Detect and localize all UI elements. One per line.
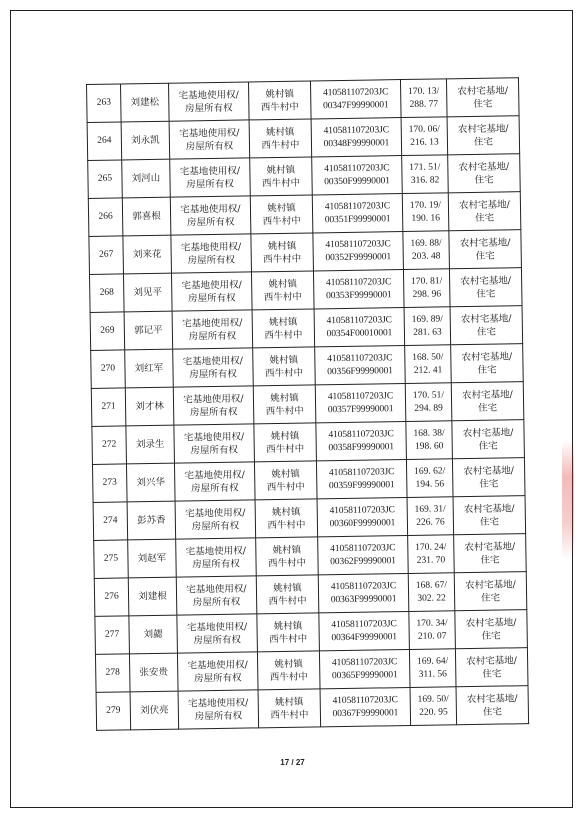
- right-type-cell-line: 房屋所有权: [193, 672, 242, 684]
- land-use-cell-line: 农村宅基地/: [457, 84, 509, 97]
- area-cell: [402, 193, 449, 232]
- right-type-cell-line: 宅基地使用权/: [184, 469, 245, 481]
- owner-name-cell: 刘赵军: [128, 539, 177, 578]
- unit-code-cell: [318, 573, 409, 612]
- location-cell-line: 姚村镇: [265, 88, 295, 100]
- area-cell-line: 170. 19/: [409, 199, 442, 211]
- land-use-cell: [451, 344, 524, 383]
- land-use-cell-line: 住宅: [479, 516, 500, 528]
- area-cell-line: 169. 31/: [414, 503, 446, 515]
- location-cell: [248, 81, 311, 120]
- right-type-cell-line: 房屋所有权: [188, 330, 237, 342]
- location-cell: [250, 195, 313, 234]
- area-cell-line: 194. 56: [415, 478, 445, 490]
- location-cell-line: 姚村镇: [267, 202, 296, 214]
- area-cell-line: 170. 13/: [407, 85, 440, 97]
- area-cell-line: 168. 67/: [415, 579, 448, 591]
- area-cell: [400, 79, 447, 118]
- row-number-cell: 267: [89, 236, 124, 275]
- owner-name-cell: 刘见平: [123, 273, 172, 312]
- owner-name-cell: 彭苏香: [127, 501, 176, 540]
- unit-code-cell-line: 00359F99990001: [328, 479, 395, 491]
- location-cell-line: 姚村镇: [272, 544, 302, 556]
- page-number: 17 / 27: [280, 758, 305, 767]
- unit-code-cell: [310, 80, 401, 119]
- row-number-cell: 278: [95, 654, 130, 693]
- land-use-cell-line: 农村宅基地/: [462, 426, 514, 439]
- right-type-cell: [174, 424, 255, 463]
- location-cell: [251, 233, 314, 272]
- location-cell: [251, 271, 314, 310]
- unit-code-cell-line: 410581107203JC: [325, 276, 392, 288]
- unit-code-cell-line: 410581107203JC: [331, 656, 398, 668]
- location-cell-line: 姚村镇: [266, 164, 296, 176]
- area-cell-line: 168. 50/: [412, 351, 444, 363]
- right-type-cell-line: 宅基地使用权/: [180, 203, 241, 216]
- land-use-cell-line: 住宅: [478, 402, 498, 414]
- land-use-cell-line: 农村宅基地/: [461, 388, 513, 401]
- unit-code-cell: [314, 308, 405, 347]
- area-cell: [404, 307, 451, 346]
- land-use-cell-line: 农村宅基地/: [465, 616, 517, 629]
- right-type-cell-line: 宅基地使用权/: [188, 697, 249, 709]
- land-use-cell-line: 农村宅基地/: [466, 654, 518, 667]
- location-cell-line: 西牛村中: [270, 709, 309, 721]
- location-cell-line: 西牛村中: [263, 253, 302, 265]
- area-cell-line: 316. 82: [410, 174, 440, 186]
- land-use-cell-line: 农村宅基地/: [463, 464, 515, 477]
- location-cell-line: 西牛村中: [264, 329, 303, 341]
- area-cell-line: 168. 38/: [413, 427, 445, 439]
- location-cell-line: 姚村镇: [271, 506, 301, 518]
- owner-name-cell: 刘勰: [129, 615, 178, 654]
- land-use-cell: [451, 382, 524, 421]
- unit-code-cell-line: 410581107203JC: [324, 200, 391, 212]
- right-type-cell-line: 宅基地使用权/: [186, 583, 247, 595]
- right-type-cell-line: 宅基地使用权/: [183, 431, 245, 444]
- unit-code-cell-line: 00367F99990001: [332, 707, 399, 719]
- location-cell-line: 姚村镇: [274, 696, 304, 708]
- area-cell-line: 170. 81/: [410, 275, 443, 287]
- right-type-cell-line: 房屋所有权: [187, 254, 236, 266]
- unit-code-cell-line: 410581107203JC: [327, 390, 394, 402]
- row-number-cell: 268: [89, 274, 124, 313]
- owner-name-cell: 刘永凯: [121, 121, 170, 160]
- location-cell: [258, 689, 321, 728]
- unit-code-cell-line: 410581107203JC: [332, 694, 398, 706]
- land-use-cell: [449, 268, 522, 307]
- land-use-cell-line: 农村宅基地/: [460, 274, 512, 287]
- land-use-cell: [452, 420, 525, 459]
- area-cell-line: 198. 60: [414, 440, 444, 452]
- right-type-cell-line: 宅基地使用权/: [179, 165, 241, 178]
- unit-code-cell-line: 00357F99990001: [327, 403, 394, 415]
- unit-code-cell: [315, 346, 406, 385]
- land-use-cell-line: 住宅: [476, 326, 497, 338]
- right-type-cell: [170, 158, 251, 197]
- land-use-cell-line: 住宅: [476, 288, 496, 300]
- land-use-cell-line: 农村宅基地/: [466, 692, 518, 705]
- unit-code-cell: [312, 156, 403, 195]
- unit-code-cell-line: 410581107203JC: [328, 466, 395, 478]
- location-cell: [250, 157, 313, 196]
- location-cell: [254, 423, 317, 462]
- land-use-cell-line: 农村宅基地/: [464, 578, 516, 591]
- row-number-cell: 273: [92, 464, 127, 503]
- area-cell-line: 311. 56: [418, 668, 447, 680]
- location-cell-line: 西牛村中: [260, 101, 299, 113]
- location-cell-line: 西牛村中: [266, 443, 305, 455]
- area-cell: [405, 383, 452, 422]
- land-use-cell-line: 住宅: [480, 554, 500, 566]
- land-use-cell: [456, 686, 529, 725]
- area-cell: [409, 611, 456, 650]
- right-type-cell: [175, 500, 256, 539]
- location-cell-line: 姚村镇: [269, 354, 299, 366]
- right-type-cell: [178, 690, 259, 729]
- unit-code-cell-line: 00351F99990001: [324, 213, 391, 225]
- right-type-cell: [177, 614, 258, 653]
- land-use-cell-line: 农村宅基地/: [459, 198, 510, 211]
- unit-code-cell: [316, 460, 407, 499]
- land-use-cell-line: 住宅: [477, 364, 497, 376]
- unit-code-cell: [312, 194, 403, 233]
- row-number-cell: 271: [91, 388, 126, 427]
- right-type-cell-line: 房屋所有权: [185, 102, 233, 114]
- right-type-cell: [176, 576, 257, 615]
- owner-name-cell: 刘伏亮: [130, 691, 179, 730]
- location-cell-line: 西牛村中: [268, 595, 307, 607]
- location-cell-line: 西牛村中: [267, 519, 306, 531]
- row-number-cell: 266: [88, 198, 123, 237]
- area-cell-line: 169. 88/: [410, 237, 442, 249]
- unit-code-cell-line: 410581107203JC: [322, 86, 389, 98]
- area-cell-line: 216. 13: [410, 136, 439, 148]
- right-type-cell: [176, 538, 257, 577]
- right-type-cell: [170, 196, 251, 235]
- location-cell: [257, 613, 320, 652]
- row-number-cell: 263: [87, 84, 122, 123]
- right-type-cell-line: 房屋所有权: [194, 710, 243, 722]
- location-cell-line: 姚村镇: [271, 468, 300, 480]
- unit-code-cell-line: 00350F99990001: [324, 175, 390, 187]
- land-use-cell-line: 住宅: [475, 250, 495, 262]
- right-type-cell-line: 房屋所有权: [193, 634, 242, 646]
- land-use-cell-line: 住宅: [479, 478, 499, 490]
- area-cell-line: 226. 76: [416, 516, 445, 528]
- right-type-cell-line: 宅基地使用权/: [185, 545, 247, 557]
- location-cell: [254, 461, 317, 500]
- owner-name-cell: 刘河山: [122, 159, 171, 198]
- right-type-cell: [169, 120, 250, 159]
- area-cell: [408, 535, 455, 574]
- unit-code-cell-line: 00353F99990001: [325, 289, 392, 301]
- right-type-cell-line: 宅基地使用权/: [178, 89, 239, 102]
- area-cell-line: 302. 22: [417, 592, 446, 604]
- unit-code-cell-line: 00354F00010001: [326, 327, 393, 339]
- owner-name-cell: 刘录生: [126, 425, 175, 464]
- location-cell-line: 姚村镇: [267, 240, 297, 252]
- unit-code-cell: [316, 422, 407, 461]
- owner-name-cell: 刘建根: [128, 577, 177, 616]
- row-number-cell: 277: [95, 616, 130, 655]
- right-type-cell: [174, 462, 255, 501]
- area-cell-line: 169. 64/: [416, 655, 449, 667]
- area-cell-line: 288. 77: [409, 98, 439, 110]
- red-seal-stamp: [562, 440, 574, 560]
- area-cell: [406, 421, 453, 460]
- land-use-cell-line: 住宅: [473, 98, 493, 110]
- area-cell: [405, 345, 452, 384]
- location-cell: [256, 537, 319, 576]
- right-type-cell-line: 宅基地使用权/: [187, 659, 248, 671]
- owner-name-cell: 郭记平: [124, 311, 173, 350]
- land-use-cell: [452, 458, 525, 497]
- area-cell: [402, 155, 449, 194]
- right-type-cell-line: 房屋所有权: [189, 368, 237, 380]
- land-use-cell-line: 住宅: [481, 592, 501, 604]
- location-cell-line: 西牛村中: [266, 481, 305, 493]
- location-cell-line: 西牛村中: [269, 671, 308, 683]
- location-cell-line: 西牛村中: [269, 633, 308, 645]
- right-type-cell-line: 宅基地使用权/: [185, 507, 246, 519]
- unit-code-cell-line: 00356F99990001: [327, 365, 393, 377]
- owner-name-cell: 刘才林: [125, 387, 174, 426]
- row-number-cell: 264: [87, 122, 122, 161]
- land-use-cell-line: 农村宅基地/: [459, 236, 511, 249]
- right-type-cell: [173, 386, 254, 425]
- area-cell: [401, 117, 448, 156]
- unit-code-cell: [311, 118, 402, 157]
- area-cell-line: 231. 70: [416, 554, 446, 566]
- location-cell-line: 西牛村中: [265, 405, 304, 417]
- location-cell-line: 姚村镇: [265, 126, 295, 138]
- owner-name-cell: 刘建松: [121, 83, 170, 122]
- location-cell-line: 姚村镇: [270, 430, 300, 442]
- unit-code-cell: [319, 649, 410, 688]
- land-use-cell-line: 农村宅基地/: [464, 540, 516, 553]
- area-cell-line: 298. 96: [412, 288, 442, 300]
- row-number-cell: 269: [90, 312, 125, 351]
- register-table-container: [86, 77, 528, 731]
- owner-name-cell: 刘来花: [123, 235, 172, 274]
- right-type-cell-line: 房屋所有权: [192, 558, 240, 570]
- area-cell-line: 210. 07: [417, 630, 447, 642]
- owner-name-cell: 郭喜根: [122, 197, 171, 236]
- unit-code-cell: [313, 232, 404, 271]
- right-type-cell: [168, 82, 249, 121]
- unit-code-cell-line: 410581107203JC: [324, 162, 390, 174]
- unit-code-cell-line: 00352F99990001: [325, 251, 392, 263]
- land-use-cell: [454, 534, 527, 573]
- land-use-cell-line: 住宅: [478, 440, 498, 452]
- location-cell-line: 西牛村中: [261, 177, 301, 189]
- location-cell-line: 姚村镇: [268, 278, 297, 290]
- location-cell-line: 姚村镇: [273, 620, 303, 632]
- unit-code-cell-line: 00348F99990001: [323, 137, 390, 149]
- area-cell: [403, 269, 450, 308]
- area-cell-line: 212. 41: [413, 364, 443, 376]
- right-type-cell: [173, 348, 254, 387]
- right-type-cell-line: 宅基地使用权/: [182, 317, 243, 330]
- land-use-cell: [455, 610, 528, 649]
- land-use-cell-line: 住宅: [482, 668, 502, 680]
- unit-code-cell-line: 00360F99990001: [329, 517, 396, 529]
- row-number-cell: 279: [96, 692, 131, 731]
- area-cell-line: 170. 34/: [416, 617, 448, 629]
- right-type-cell-line: 房屋所有权: [191, 482, 239, 494]
- area-cell-line: 203. 48: [411, 250, 441, 262]
- land-use-cell: [454, 572, 527, 611]
- land-use-cell-line: 农村宅基地/: [458, 160, 510, 173]
- right-type-cell-line: 房屋所有权: [185, 140, 234, 152]
- row-number-cell: 274: [93, 502, 128, 541]
- right-type-cell-line: 房屋所有权: [188, 292, 236, 304]
- area-cell-line: 281. 63: [413, 326, 442, 338]
- unit-code-cell-line: 00363F99990001: [330, 593, 397, 605]
- unit-code-cell-line: 410581107203JC: [330, 580, 397, 592]
- area-cell-line: 171. 51/: [409, 161, 441, 173]
- right-type-cell-line: 房屋所有权: [191, 520, 240, 532]
- location-cell-line: 姚村镇: [268, 316, 298, 328]
- land-use-cell-line: 住宅: [475, 212, 495, 224]
- row-number-cell: 276: [94, 578, 129, 617]
- table-row: [96, 686, 529, 731]
- area-cell: [406, 459, 453, 498]
- unit-code-cell: [318, 536, 409, 575]
- location-cell: [256, 575, 319, 614]
- unit-code-cell: [313, 270, 404, 309]
- land-use-cell-line: 农村宅基地/: [460, 312, 512, 325]
- land-use-cell: [446, 78, 519, 117]
- land-use-cell-line: 农村宅基地/: [461, 350, 513, 363]
- unit-code-cell-line: 410581107203JC: [327, 352, 393, 364]
- right-type-cell-line: 房屋所有权: [192, 596, 241, 608]
- land-use-cell: [448, 154, 521, 193]
- land-use-cell-line: 住宅: [481, 630, 501, 642]
- area-cell: [409, 649, 456, 688]
- location-cell: [257, 651, 320, 690]
- location-cell-line: 姚村镇: [274, 658, 303, 670]
- owner-name-cell: 刘红军: [125, 349, 174, 388]
- right-type-cell-line: 宅基地使用权/: [186, 621, 248, 633]
- unit-code-cell: [315, 384, 406, 423]
- area-cell-line: 220. 95: [419, 706, 448, 718]
- row-number-cell: 275: [94, 540, 129, 579]
- owner-name-cell: 刘兴华: [126, 463, 175, 502]
- location-cell: [253, 347, 316, 386]
- unit-code-cell: [317, 498, 408, 537]
- land-use-cell: [449, 230, 522, 269]
- area-cell-line: 190. 16: [411, 212, 440, 224]
- location-cell-line: 西牛村中: [267, 557, 307, 569]
- unit-code-cell-line: 00362F99990001: [330, 555, 396, 567]
- land-use-cell-line: 住宅: [482, 706, 502, 718]
- area-cell-line: 169. 89/: [411, 313, 443, 325]
- location-cell-line: 西牛村中: [262, 215, 301, 227]
- land-use-cell: [453, 496, 526, 535]
- unit-code-cell-line: 410581107203JC: [329, 504, 395, 516]
- unit-code-cell-line: 00358F99990001: [328, 441, 395, 453]
- unit-code-cell-line: 410581107203JC: [330, 542, 396, 554]
- right-type-cell-line: 宅基地使用权/: [179, 127, 240, 140]
- area-cell-line: 170. 24/: [415, 541, 447, 553]
- location-cell-line: 西牛村中: [264, 367, 304, 379]
- right-type-cell: [171, 272, 252, 311]
- area-cell: [408, 573, 455, 612]
- area-cell-line: 169. 50/: [417, 693, 449, 705]
- right-type-cell-line: 宅基地使用权/: [180, 241, 242, 254]
- unit-code-cell-line: 410581107203JC: [331, 618, 397, 630]
- location-cell-line: 西牛村中: [263, 291, 302, 303]
- owner-name-cell: 张安贵: [129, 653, 178, 692]
- unit-code-cell-line: 00347F99990001: [322, 99, 389, 111]
- unit-code-cell-line: 00365F99990001: [331, 669, 398, 681]
- right-type-cell: [177, 652, 258, 691]
- land-use-cell: [447, 116, 520, 155]
- land-use-cell-line: 住宅: [474, 174, 494, 186]
- land-use-cell-line: 住宅: [473, 136, 494, 148]
- unit-code-cell: [320, 687, 411, 726]
- row-number-cell: 272: [92, 426, 127, 465]
- unit-code-cell-line: 410581107203JC: [323, 124, 389, 136]
- row-number-cell: 265: [88, 160, 123, 199]
- unit-code-cell-line: 00364F99990001: [331, 631, 398, 643]
- location-cell: [255, 499, 318, 538]
- location-cell: [252, 309, 315, 348]
- location-cell: [249, 119, 312, 158]
- land-use-cell-line: 农村宅基地/: [463, 502, 515, 515]
- right-type-cell: [171, 234, 252, 273]
- right-type-cell-line: 房屋所有权: [190, 444, 239, 456]
- unit-code-cell-line: 410581107203JC: [325, 238, 391, 250]
- right-type-cell-line: 房屋所有权: [186, 216, 235, 228]
- right-type-cell-line: 宅基地使用权/: [181, 279, 242, 292]
- area-cell: [410, 687, 457, 726]
- area-cell: [403, 231, 450, 270]
- area-cell: [407, 497, 454, 536]
- unit-code-cell-line: 410581107203JC: [326, 314, 392, 326]
- right-type-cell: [172, 310, 253, 349]
- register-table-body: [87, 78, 529, 731]
- land-use-cell: [455, 648, 528, 687]
- right-type-cell-line: 宅基地使用权/: [183, 393, 244, 406]
- location-cell-line: 西牛村中: [261, 139, 300, 151]
- right-type-cell-line: 房屋所有权: [189, 406, 238, 418]
- area-cell-line: 170. 51/: [412, 389, 445, 401]
- land-use-cell: [450, 306, 523, 345]
- register-table: [86, 77, 529, 731]
- land-use-cell: [448, 192, 521, 231]
- area-cell-line: 170. 06/: [408, 123, 440, 135]
- unit-code-cell: [319, 611, 410, 650]
- location-cell-line: 姚村镇: [270, 392, 299, 404]
- location-cell-line: 姚村镇: [273, 582, 302, 594]
- unit-code-cell-line: 410581107203JC: [328, 428, 394, 440]
- right-type-cell-line: 房屋所有权: [186, 178, 234, 190]
- area-cell-line: 294. 89: [414, 402, 443, 414]
- location-cell: [253, 385, 316, 424]
- area-cell-line: 169. 62/: [413, 465, 446, 477]
- right-type-cell-line: 宅基地使用权/: [182, 355, 244, 368]
- land-use-cell-line: 农村宅基地/: [457, 122, 509, 135]
- row-number-cell: 270: [91, 350, 126, 389]
